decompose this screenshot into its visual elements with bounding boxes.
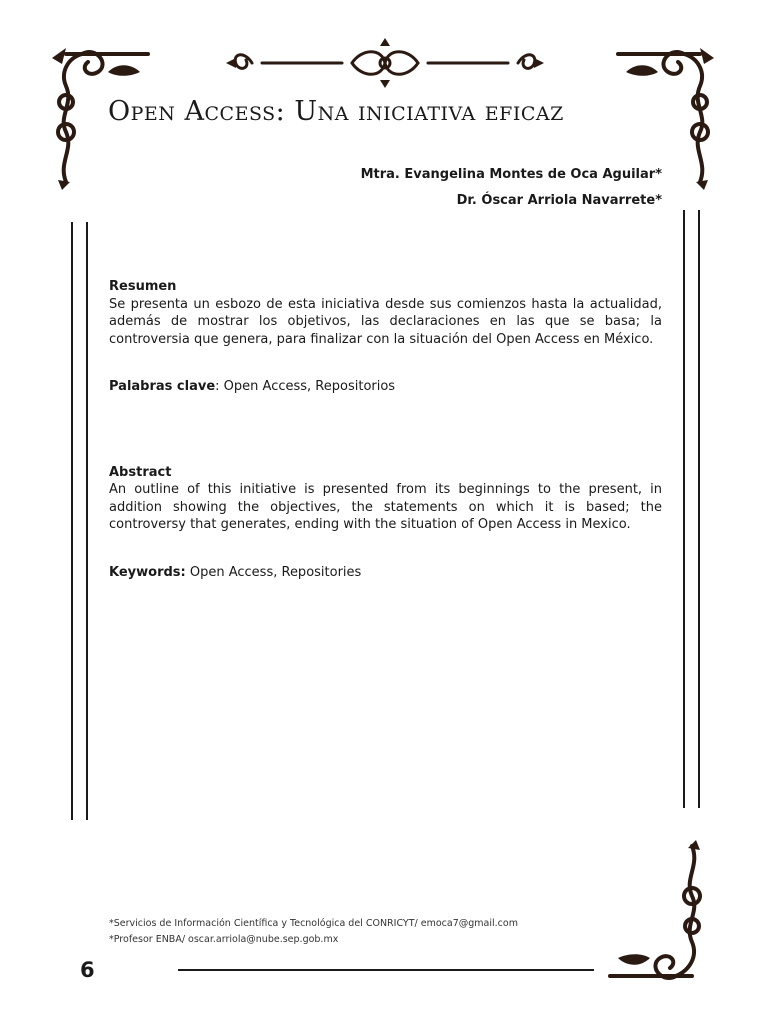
header-scroll-ornament-icon	[222, 38, 548, 88]
keywords	[109, 564, 662, 582]
corner-ornament-bottom-right-icon	[600, 838, 720, 988]
page-number: 6	[80, 958, 95, 982]
article-body	[109, 278, 662, 581]
abstract-text: An outline of this initiative is presented from its beginnings to the present, in addition showing the objectives, the statements on which it is based; the controversy that generates, ending with the situation of Open Access in Mexico.	[109, 482, 662, 532]
resumen-heading: Resumen	[109, 279, 177, 294]
right-border-line-outer	[698, 210, 700, 808]
keywords-label: Keywords:	[109, 564, 186, 580]
footnote-2: *Profesor ENBA/ oscar.arriola@nube.sep.gob.mx	[109, 934, 339, 945]
keywords-value: Open Access, Repositories	[185, 564, 362, 580]
left-border-line-outer	[71, 222, 73, 820]
author-2: Dr. Óscar Arriola Navarrete*	[456, 193, 662, 208]
footnotes	[109, 916, 518, 948]
right-border-line-inner	[683, 210, 685, 808]
article-title: Open Access: Una iniciativa eficaz	[108, 96, 564, 127]
abstract-heading: Abstract	[109, 464, 172, 480]
author-list	[361, 162, 662, 214]
author-1: Mtra. Evangelina Montes de Oca Aguilar*	[360, 167, 662, 182]
left-border-line-inner	[86, 222, 88, 820]
palabras-clave-value: : Open Access, Repositorios	[215, 379, 396, 394]
resumen-text: Se presenta un esbozo de esta iniciativa desde sus comienzos hasta la actualidad, además de mostrar los objetivos, las declaraciones en las que se basa; la controversia que genera, para finalizar con la situación del Open Access en México.	[109, 296, 662, 347]
palabras-clave-label: Palabras clave	[109, 379, 216, 394]
palabras-clave	[109, 378, 662, 396]
footer-rule	[178, 969, 594, 971]
footnote-1: *Servicios de Información Científica y Tecnológica del CONRICYT/ emoca7@gmail.com	[109, 918, 518, 929]
